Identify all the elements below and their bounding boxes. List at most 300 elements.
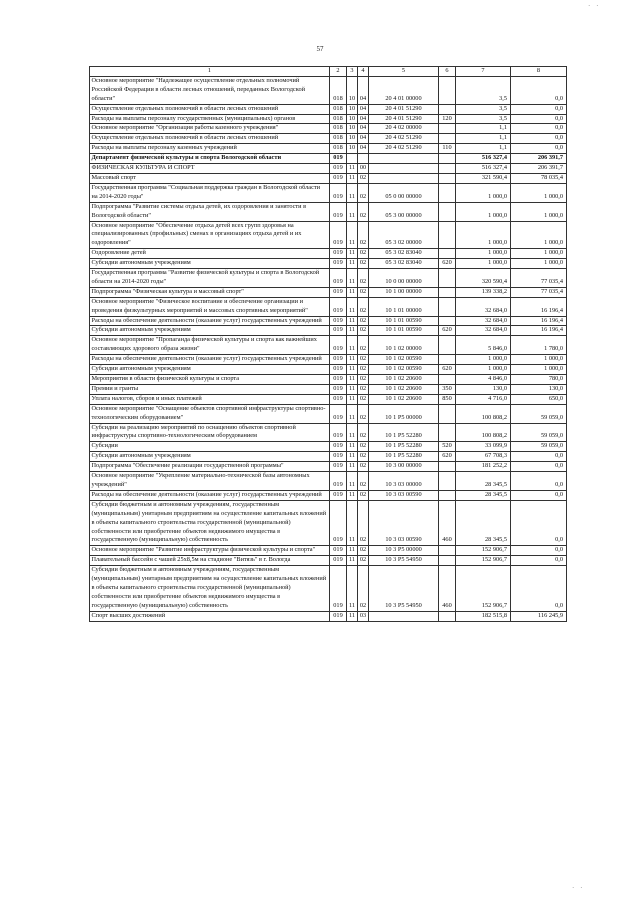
table-row [90,269,567,288]
table-row [90,104,567,114]
row-target-article-cell: 10 1 02 20600 [369,384,439,394]
table-row [90,316,567,326]
row-subsection-cell: 04 [358,124,369,134]
row-section-cell: 11 [347,365,358,375]
row-amount-2019-cell: 1,1 [456,124,511,134]
row-admin-code-cell: 019 [330,442,347,452]
row-admin-code-cell: 018 [330,124,347,134]
row-subsection-cell: 02 [358,355,369,365]
row-admin-code-cell: 019 [330,404,347,423]
row-subsection-cell: 00 [358,164,369,174]
header-col-8: 8 [511,67,567,77]
corner-scan-mark: · · [588,2,601,10]
row-amount-2019-cell: 1 000,0 [456,202,511,221]
row-admin-code-cell: 019 [330,154,347,164]
row-section-cell: 11 [347,249,358,259]
row-amount-2019-cell: 28 345,5 [456,472,511,491]
row-target-article-cell: 10 3 P5 54950 [369,556,439,566]
table-row [90,462,567,472]
row-expense-type-cell [439,249,456,259]
row-amount-2019-cell: 32 684,0 [456,297,511,316]
row-amount-2020-cell: 780,0 [511,375,567,385]
row-subsection-cell: 02 [358,384,369,394]
table-row [90,365,567,375]
row-amount-2020-cell: 0,0 [511,144,567,154]
table-row [90,183,567,202]
row-subsection-cell: 04 [358,134,369,144]
row-expense-type-cell [439,202,456,221]
row-subsection-cell: 02 [358,336,369,355]
row-target-article-cell: 10 1 P5 52280 [369,452,439,462]
row-section-cell: 11 [347,326,358,336]
row-section-cell: 11 [347,384,358,394]
row-admin-code-cell: 019 [330,462,347,472]
row-target-article-cell: 10 1 02 20600 [369,394,439,404]
row-amount-2020-cell: 0,0 [511,472,567,491]
row-expense-type-cell: 110 [439,144,456,154]
table-row [90,423,567,442]
row-amount-2020-cell: 130,0 [511,384,567,394]
table-row [90,336,567,355]
row-subsection-cell: 02 [358,259,369,269]
row-name-cell: Основное мероприятие "Обеспечение отдыха детей всех групп здоровья на специализированных (профильных) сменах в организациях отдыха детей и их оздоровления" [90,221,330,249]
row-expense-type-cell: 520 [439,442,456,452]
row-amount-2019-cell: 181 252,2 [456,462,511,472]
row-expense-type-cell [439,423,456,442]
row-subsection-cell: 02 [358,490,369,500]
table-row [90,221,567,249]
row-expense-type-cell [439,154,456,164]
row-subsection-cell: 02 [358,173,369,183]
row-amount-2020-cell: 78 035,4 [511,173,567,183]
row-target-article-cell: 10 1 01 00590 [369,316,439,326]
row-amount-2019-cell: 516 327,4 [456,164,511,174]
table-row [90,154,567,164]
row-section-cell: 11 [347,452,358,462]
row-name-cell: Основное мероприятие "Надлежащее осуществление отдельных полномочий Российской Федерации в области лесных отношений, переданных Вологодской области" [90,76,330,104]
row-section-cell: 11 [347,423,358,442]
row-expense-type-cell [439,173,456,183]
row-amount-2019-cell: 4 716,0 [456,394,511,404]
table-row [90,611,567,621]
row-admin-code-cell: 018 [330,76,347,104]
row-section-cell: 11 [347,500,358,546]
row-name-cell: Основное мероприятие "Оснащение объектов спортивной инфраструктуры спортивно-технологическим оборудованием" [90,404,330,423]
row-amount-2020-cell: 650,0 [511,394,567,404]
row-amount-2019-cell: 320 590,4 [456,269,511,288]
row-target-article-cell: 10 0 00 00000 [369,269,439,288]
row-name-cell: Основное мероприятие "Укрепление материально-технической базы автономных учреждений" [90,472,330,491]
table-row [90,546,567,556]
table-row [90,566,567,612]
row-subsection-cell: 02 [358,287,369,297]
row-admin-code-cell: 019 [330,423,347,442]
table-row [90,287,567,297]
row-amount-2020-cell: 206 391,7 [511,164,567,174]
row-amount-2020-cell: 16 196,4 [511,326,567,336]
row-subsection-cell: 04 [358,114,369,124]
row-amount-2020-cell: 116 245,9 [511,611,567,621]
row-name-cell: Оздоровление детей [90,249,330,259]
row-name-cell: Основное мероприятие "Развитие инфраструктуры физической культуры и спорта" [90,546,330,556]
table-row [90,249,567,259]
row-target-article-cell: 20 4 01 51290 [369,114,439,124]
row-expense-type-cell: 620 [439,259,456,269]
row-section-cell: 10 [347,76,358,104]
row-amount-2020-cell: 0,0 [511,134,567,144]
row-section-cell: 11 [347,462,358,472]
row-section-cell: 11 [347,183,358,202]
row-section-cell: 10 [347,104,358,114]
row-admin-code-cell: 019 [330,336,347,355]
row-subsection-cell: 02 [358,566,369,612]
row-section-cell: 10 [347,134,358,144]
row-amount-2019-cell: 1 000,0 [456,365,511,375]
row-amount-2019-cell: 33 099,9 [456,442,511,452]
row-subsection-cell: 02 [358,249,369,259]
row-amount-2020-cell: 0,0 [511,124,567,134]
row-target-article-cell [369,164,439,174]
table-row [90,556,567,566]
row-amount-2020-cell: 77 035,4 [511,287,567,297]
table-row [90,442,567,452]
row-amount-2019-cell: 139 338,2 [456,287,511,297]
row-target-article-cell: 10 1 02 00000 [369,336,439,355]
row-name-cell: Основное мероприятие "Физическое воспитание и обеспечение организации и проведения физкультурных мероприятий и массовых спортивных мероприятий" [90,297,330,316]
row-section-cell: 11 [347,287,358,297]
row-amount-2020-cell: 0,0 [511,462,567,472]
row-expense-type-cell [439,355,456,365]
row-admin-code-cell: 019 [330,316,347,326]
row-name-cell: Субсидии автономным учреждениям [90,365,330,375]
row-amount-2019-cell: 3,5 [456,104,511,114]
row-amount-2019-cell: 32 684,0 [456,316,511,326]
row-name-cell: Государственная программа "Социальная поддержка граждан в Вологодской области на 2014-2020 годы" [90,183,330,202]
row-amount-2019-cell: 182 515,8 [456,611,511,621]
corner-scan-mark: · · [572,884,585,892]
row-target-article-cell: 10 1 00 00000 [369,287,439,297]
row-name-cell: Субсидии автономным учреждениям [90,452,330,462]
row-expense-type-cell: 460 [439,500,456,546]
row-subsection-cell: 02 [358,404,369,423]
row-expense-type-cell [439,472,456,491]
row-admin-code-cell: 018 [330,134,347,144]
row-expense-type-cell [439,375,456,385]
row-name-cell: Субсидии бюджетным и автономным учреждениям, государственным (муниципальным) унитарным предприятиям на осуществление капитальных вложений в объекты капитального строительства государственной (муниципальной) собственности или приобретение объектов недвижимого имущества в государственную (муниципальную) собственность [90,566,330,612]
row-admin-code-cell: 019 [330,355,347,365]
row-subsection-cell: 04 [358,144,369,154]
row-name-cell: Подпрограмма "Физическая культура и массовый спорт" [90,287,330,297]
row-section-cell [347,154,358,164]
row-admin-code-cell: 019 [330,472,347,491]
row-admin-code-cell: 019 [330,183,347,202]
row-admin-code-cell: 019 [330,394,347,404]
row-section-cell: 11 [347,490,358,500]
row-target-article-cell: 10 3 03 00590 [369,490,439,500]
row-expense-type-cell [439,164,456,174]
row-amount-2020-cell: 59 059,0 [511,423,567,442]
row-subsection-cell: 02 [358,423,369,442]
row-expense-type-cell [439,556,456,566]
row-expense-type-cell: 850 [439,394,456,404]
row-expense-type-cell [439,297,456,316]
row-admin-code-cell: 019 [330,375,347,385]
row-amount-2019-cell: 1 000,0 [456,249,511,259]
row-amount-2019-cell: 152 906,7 [456,566,511,612]
row-target-article-cell: 10 3 03 00000 [369,472,439,491]
row-subsection-cell: 02 [358,472,369,491]
row-name-cell: Департамент физической культуры и спорта Вологодской области [90,154,330,164]
row-admin-code-cell: 019 [330,259,347,269]
row-admin-code-cell: 019 [330,490,347,500]
budget-table [89,66,567,622]
row-expense-type-cell: 620 [439,452,456,462]
row-subsection-cell: 04 [358,104,369,114]
row-amount-2019-cell: 1 000,0 [456,221,511,249]
row-amount-2020-cell: 77 035,4 [511,269,567,288]
row-amount-2020-cell: 16 196,4 [511,316,567,326]
header-col-2: 2 [330,67,347,77]
row-name-cell: Субсидии на реализацию мероприятий по оснащению объектов спортивной инфраструктуры спортивно-технологическим оборудованием [90,423,330,442]
row-target-article-cell: 20 4 02 51290 [369,144,439,154]
table-row [90,297,567,316]
row-amount-2020-cell: 0,0 [511,104,567,114]
row-target-article-cell: 10 1 P5 52280 [369,442,439,452]
row-name-cell: Основное мероприятие "Организация работы казенного учреждения" [90,124,330,134]
row-target-article-cell: 10 1 P5 00000 [369,404,439,423]
row-subsection-cell: 02 [358,183,369,202]
row-section-cell: 11 [347,336,358,355]
row-amount-2019-cell: 321 590,4 [456,173,511,183]
row-section-cell: 11 [347,316,358,326]
row-admin-code-cell: 019 [330,500,347,546]
row-admin-code-cell: 019 [330,164,347,174]
row-amount-2020-cell: 0,0 [511,556,567,566]
row-amount-2019-cell: 28 345,5 [456,490,511,500]
row-amount-2019-cell: 3,5 [456,114,511,124]
row-name-cell: Подпрограмма "Развитие системы отдыха детей, их оздоровления и занятости в Вологодской области" [90,202,330,221]
row-admin-code-cell: 019 [330,249,347,259]
row-amount-2020-cell: 1 000,0 [511,249,567,259]
row-name-cell: Расходы на выплаты персоналу казенных учреждений [90,144,330,154]
table-row [90,375,567,385]
row-amount-2020-cell: 1 000,0 [511,355,567,365]
row-target-article-cell: 05 3 00 00000 [369,202,439,221]
row-subsection-cell: 02 [358,269,369,288]
row-amount-2020-cell: 0,0 [511,500,567,546]
row-amount-2019-cell: 5 846,0 [456,336,511,355]
row-subsection-cell: 02 [358,316,369,326]
row-admin-code-cell: 019 [330,269,347,288]
row-target-article-cell: 10 3 03 00590 [369,500,439,546]
table-row [90,472,567,491]
row-section-cell: 11 [347,394,358,404]
row-name-cell: Основное мероприятие "Пропаганда физической культуры и спорта как важнейших составляющих здорового образа жизни" [90,336,330,355]
row-amount-2019-cell: 28 345,5 [456,500,511,546]
row-admin-code-cell: 019 [330,297,347,316]
row-amount-2020-cell: 1 000,0 [511,259,567,269]
table-row [90,500,567,546]
row-amount-2020-cell: 0,0 [511,490,567,500]
table-row [90,355,567,365]
row-name-cell: Осуществление отдельных полномочий в области лесных отношений [90,104,330,114]
row-amount-2019-cell: 1,1 [456,144,511,154]
row-subsection-cell: 02 [358,546,369,556]
table-row [90,259,567,269]
row-target-article-cell: 10 1 01 00000 [369,297,439,316]
row-name-cell: Подпрограмма "Обеспечение реализации государственной программы" [90,462,330,472]
row-amount-2019-cell: 32 684,0 [456,326,511,336]
row-admin-code-cell: 019 [330,287,347,297]
row-admin-code-cell: 018 [330,144,347,154]
row-admin-code-cell: 018 [330,114,347,124]
row-subsection-cell: 02 [358,326,369,336]
row-expense-type-cell [439,490,456,500]
row-amount-2019-cell: 1 000,0 [456,183,511,202]
table-row [90,394,567,404]
row-section-cell: 10 [347,144,358,154]
row-admin-code-cell: 019 [330,221,347,249]
row-section-cell: 11 [347,221,358,249]
row-expense-type-cell: 620 [439,365,456,375]
row-name-cell: Расходы на обеспечение деятельности (оказание услуг) государственных учреждений [90,490,330,500]
row-expense-type-cell [439,336,456,355]
row-target-article-cell: 05 0 00 00000 [369,183,439,202]
row-amount-2020-cell: 1 000,0 [511,183,567,202]
row-target-article-cell [369,154,439,164]
row-expense-type-cell [439,546,456,556]
table-row [90,326,567,336]
row-expense-type-cell [439,104,456,114]
row-amount-2019-cell: 516 327,4 [456,154,511,164]
row-subsection-cell: 04 [358,76,369,104]
row-amount-2020-cell: 1 000,0 [511,365,567,375]
row-amount-2019-cell: 100 808,2 [456,404,511,423]
row-amount-2020-cell: 1 000,0 [511,202,567,221]
row-admin-code-cell: 019 [330,384,347,394]
row-section-cell: 11 [347,355,358,365]
row-subsection-cell: 02 [358,452,369,462]
row-subsection-cell: 02 [358,462,369,472]
row-target-article-cell: 10 3 P5 00000 [369,546,439,556]
row-admin-code-cell: 019 [330,326,347,336]
table-row [90,384,567,394]
header-col-3: 3 [347,67,358,77]
table-row [90,76,567,104]
row-amount-2019-cell: 4 846,0 [456,375,511,385]
row-target-article-cell: 10 1 01 00590 [369,326,439,336]
row-name-cell: Премии и гранты [90,384,330,394]
row-expense-type-cell [439,124,456,134]
row-section-cell: 11 [347,404,358,423]
row-admin-code-cell: 019 [330,452,347,462]
table-row [90,404,567,423]
row-admin-code-cell: 018 [330,104,347,114]
row-name-cell: Субсидии бюджетным и автономным учреждениям, государственным (муниципальным) унитарным предприятиям на осуществление капитальных вложений в объекты капитального строительства государственной (муниципальной) собственности или приобретение объектов недвижимого имущества в государственную (муниципальную) собственность [90,500,330,546]
row-amount-2020-cell: 16 196,4 [511,297,567,316]
row-amount-2019-cell: 152 906,7 [456,546,511,556]
row-target-article-cell: 10 3 P5 54950 [369,566,439,612]
row-section-cell: 11 [347,556,358,566]
row-name-cell: Субсидии автономным учреждениям [90,326,330,336]
table-row [90,173,567,183]
row-subsection-cell: 02 [358,442,369,452]
row-expense-type-cell [439,221,456,249]
row-target-article-cell: 10 1 02 00590 [369,365,439,375]
row-name-cell: Осуществление отдельных полномочий в области лесных отношений [90,134,330,144]
row-section-cell: 11 [347,297,358,316]
row-subsection-cell: 02 [358,556,369,566]
row-subsection-cell: 02 [358,202,369,221]
row-amount-2020-cell: 0,0 [511,452,567,462]
row-expense-type-cell: 350 [439,384,456,394]
row-expense-type-cell [439,404,456,423]
header-col-4: 4 [358,67,369,77]
row-subsection-cell: 02 [358,375,369,385]
row-amount-2019-cell: 3,5 [456,76,511,104]
row-amount-2019-cell: 1 000,0 [456,259,511,269]
row-amount-2019-cell: 1,1 [456,134,511,144]
row-amount-2019-cell: 130,0 [456,384,511,394]
row-section-cell: 11 [347,202,358,221]
row-subsection-cell: 02 [358,394,369,404]
row-section-cell: 11 [347,269,358,288]
row-target-article-cell: 10 1 02 00590 [369,355,439,365]
row-admin-code-cell: 019 [330,556,347,566]
row-amount-2020-cell: 1 780,0 [511,336,567,355]
row-expense-type-cell [439,462,456,472]
row-expense-type-cell [439,269,456,288]
row-expense-type-cell [439,316,456,326]
row-amount-2019-cell: 100 808,2 [456,423,511,442]
row-section-cell: 11 [347,442,358,452]
row-expense-type-cell [439,287,456,297]
table-row [90,452,567,462]
row-expense-type-cell [439,183,456,202]
row-name-cell: Субсидии [90,442,330,452]
row-section-cell: 10 [347,124,358,134]
row-target-article-cell: 05 3 02 83040 [369,249,439,259]
row-name-cell: Спорт высших достижений [90,611,330,621]
row-subsection-cell: 02 [358,365,369,375]
header-col-5: 5 [369,67,439,77]
row-target-article-cell: 20 4 01 51290 [369,104,439,114]
row-section-cell: 11 [347,546,358,556]
table-row [90,134,567,144]
table-row [90,202,567,221]
row-amount-2020-cell: 1 000,0 [511,221,567,249]
row-target-article-cell: 20 4 02 00000 [369,124,439,134]
row-name-cell: ФИЗИЧЕСКАЯ КУЛЬТУРА И СПОРТ [90,164,330,174]
row-name-cell: Субсидии автономным учреждениям [90,259,330,269]
header-col-6: 6 [439,67,456,77]
row-target-article-cell: 10 1 P5 52280 [369,423,439,442]
row-subsection-cell: 02 [358,500,369,546]
table-row [90,490,567,500]
row-name-cell: Расходы на обеспечение деятельности (оказание услуг) государственных учреждений [90,355,330,365]
row-name-cell: Государственная программа "Развитие физической культуры и спорта в Вологодской области на 2014-2020 годы" [90,269,330,288]
table-row [90,164,567,174]
row-admin-code-cell: 019 [330,173,347,183]
header-col-1: 1 [90,67,330,77]
row-name-cell: Расходы на выплаты персоналу государственных (муниципальных) органов [90,114,330,124]
row-admin-code-cell: 019 [330,365,347,375]
row-amount-2020-cell: 59 059,0 [511,404,567,423]
page-number: 57 [316,45,324,53]
row-name-cell: Уплата налогов, сборов и иных платежей [90,394,330,404]
row-expense-type-cell: 460 [439,566,456,612]
row-admin-code-cell: 019 [330,202,347,221]
